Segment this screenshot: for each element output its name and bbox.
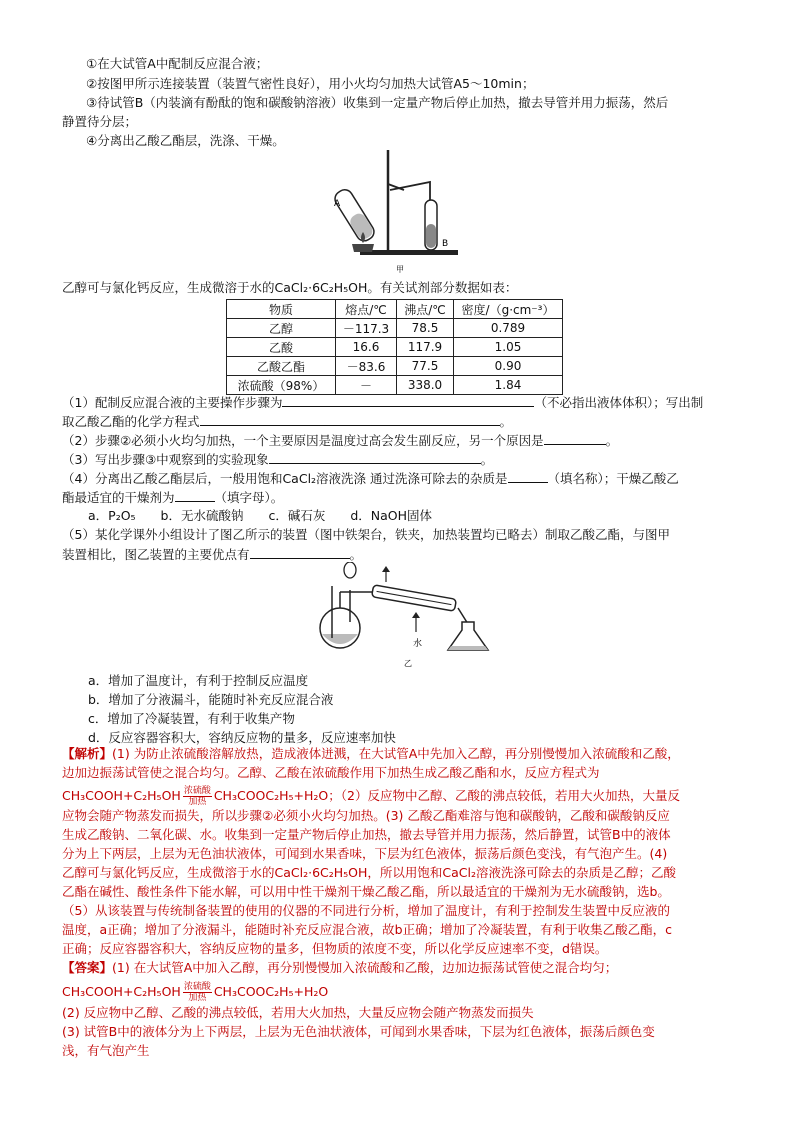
answer-cond-bottom: 加热 [188,993,207,1003]
question-2 [62,431,618,450]
step-4: ④分离出乙酸乙酯层，洗涤、干燥。 [86,133,285,148]
label-b: B [442,239,449,249]
question-1-line-1 [62,393,703,412]
cell: 338.0 [397,376,454,395]
q2-answer-blank [544,431,606,445]
label-a: A [334,199,341,209]
water-label: 水 [413,639,423,649]
alcohol-lamp [352,244,374,252]
step-1: ①在大试管A中配制反应混合液； [86,56,269,71]
q2-text-b: 。 [605,433,619,448]
cell: 乙酸 [227,338,336,357]
analysis-eq-left: CH₃COOH+C₂H₅OH [62,788,181,803]
analysis-line-8: 乙酯在碱性、酸性条件下能水解，可以用中性干燥剂干燥乙酸乙酯，所以最适宜的干燥剂为无水硫酸钠，选b。 [62,884,670,899]
analysis-tag: 【解析】 [62,746,113,761]
answer-line-3: (2) 反应物中乙醇、乙酸的沸点较低，若用大火加热，大量反应物会随产物蒸发而损失 [62,1005,534,1020]
cell: 1.05 [454,338,563,357]
q2-text-a: （2）步骤②必须小火均匀加热，一个主要原因是温度过高会发生副反应，另一个原因是 [62,433,544,448]
answer-reaction-condition [183,982,212,1003]
q4-answer-blank-1 [508,469,548,483]
table-header-row [227,300,563,319]
q4-text-a: （4）分离出乙酸乙酯层后，一般用饱和CaCl₂溶液洗涤 通过洗涤可除去的杂质是 [62,471,508,486]
cell: 浓硫酸（98%） [227,376,336,395]
question-1-line-2 [62,412,512,431]
answer-line-1 [62,959,617,977]
q4-text-c: 酯最适宜的干燥剂为 [62,490,175,505]
apparatus-figure-1 [330,148,470,276]
cell: 0.789 [454,319,563,338]
separatory-funnel [344,562,356,578]
table-row [227,357,563,376]
cell: 0.90 [454,357,563,376]
analysis-text-1: (1) 为防止浓硫酸溶解放热，造成液体迸溅，在大试管A中先加入乙醇，再分别慢慢加入浓硫酸和乙酸， [112,746,680,761]
cell: 1.84 [454,376,563,395]
step-3-cont: 静置待分层； [62,114,138,129]
th-boiling: 沸点/℃ [397,300,454,319]
answer-cond-top: 浓硫酸 [183,982,211,992]
reagent-table [226,299,563,395]
q3-text-a: （3）写出步骤③中观察到的实验现象 [62,452,269,467]
cell: － [336,376,397,395]
figure-2-caption: 乙 [404,659,412,668]
stand-base [360,250,458,255]
analysis-cond-bottom: 加热 [188,797,207,807]
analysis-cond-top: 浓硫酸 [183,786,211,796]
q4-answer-blank-2 [175,488,215,502]
condenser [372,585,457,611]
analysis-equation-line [62,786,680,807]
analysis-line-4: 应物会随产物蒸发而损失，所以步骤②必须小火均匀加热。(3) 乙酸乙酯难溶与饱和碳酸钠，乙酸和碳酸钠反应 [62,808,670,823]
analysis-line-11: 正确；反应容器容积大，容纳反应物的量多，但物质的浓度不变，所以化学反应速率不变，d错误。 [62,941,608,956]
q5-text-b: 装置相比，图乙装置的主要优点有 [62,547,250,562]
q1-text-a: （1）配制反应混合液的主要操作步骤为 [62,395,283,410]
analysis-line-5: 生成乙酸钠、二氧化碳、水。收集到一定量产物后停止加热，撤去导管并用力振荡，然后静置，试管B中的液体 [62,827,671,842]
question-3 [62,450,493,469]
answer-equation-line [62,982,328,1003]
figure-1-caption: 甲 [396,265,404,274]
cell: 16.6 [336,338,397,357]
q4-text-d: （填字母）。 [214,490,284,505]
table-row [227,376,563,395]
q3-text-b: 。 [480,452,494,467]
cell: 117.9 [397,338,454,357]
cell: －117.3 [336,319,397,338]
q1-answer-blank-1 [282,393,534,407]
q5-answer-blank [250,545,350,559]
th-melting: 熔点/℃ [336,300,397,319]
analysis-eq-right: CH₃COOC₂H₅+H₂O；（2）反应物中乙醇、乙酸的沸点较低，若用大火加热，大量反 [213,788,680,803]
cell: 乙酸乙酯 [227,357,336,376]
th-substance: 物质 [227,300,336,319]
analysis-line-7: 乙醇可与氯化钙反应，生成微溶于水的CaCl₂·6C₂H₅OH，所以用饱和CaCl₂溶液洗涤可除去的杂质是乙醇；乙酸 [62,865,677,880]
cell: 77.5 [397,357,454,376]
step-3: ③待试管B（内装滴有酚酞的饱和碳酸钠溶液）收集到一定量产物后停止加热，撤去导管并用力振荡，然后 [86,95,669,110]
erlenmeyer-flask [448,622,488,650]
answer-eq-left: CH₃COOH+C₂H₅OH [62,984,181,999]
question-4-line-1 [62,469,679,488]
answer-text-1: (1) 在大试管A中加入乙醇，再分别慢慢加入浓硫酸和乙酸，边加边振荡试管使之混合均匀； [112,960,618,975]
cell: 乙醇 [227,319,336,338]
q5-option-b: b．增加了分液漏斗，能随时补充反应混合液 [88,692,334,707]
answer-eq-right: CH₃COOC₂H₅+H₂O [213,984,329,999]
q3-answer-blank [269,450,481,464]
analysis-reaction-condition [183,786,212,807]
cell: －83.6 [336,357,397,376]
analysis-line-6: 分为上下两层，上层为无色油状液体，可闻到水果香味，下层为红色液体，振荡后颜色变浅，有气泡产生。(4) [62,846,668,861]
analysis-line-10: 温度，a正确；增加了分液漏斗，能随时补充反应混合液，故b正确；增加了冷凝装置，有利于收集乙酸乙酯，c [62,922,672,937]
q1-text-c: 取乙酸乙酯的化学方程式 [62,414,200,429]
question-4-line-2 [62,488,283,507]
answer-line-4: (3) 试管B中的液体分为上下两层，上层为无色油状液体，可闻到水果香味，下层为红色液体，振荡后颜色变 [62,1024,655,1039]
q1-text-b: （不必指出液体体积）；写出制 [534,395,704,410]
q5-text-c: 。 [349,547,363,562]
analysis-line-2: 边加边振荡试管使之混合均匀。乙醇、乙酸在浓硫酸作用下加热生成乙酸乙酯和水，反应方程式为 [62,765,600,780]
apparatus-figure-2 [310,562,500,672]
q1-answer-blank-2 [200,412,500,426]
analysis-line-9: （5）从该装置与传统制备装置的使用的仪器的不同进行分析，增加了温度计，有利于控制发生装置中反应液的 [62,903,670,918]
analysis-line-1 [62,745,680,763]
q1-text-d: 。 [499,414,513,429]
step-2: ②按图甲所示连接装置（装置气密性良好），用小火均匀加热大试管A5～10min； [86,76,535,91]
q5-option-c: c．增加了冷凝装置，有利于收集产物 [88,711,295,726]
test-tube-a [332,187,377,244]
q4-text-b: （填名称）；干燥乙酸乙 [547,471,679,486]
cell: 78.5 [397,319,454,338]
q5-option-d: d．反应容器容积大，容纳反应物的量多，反应速率加快 [88,730,396,745]
table-row [227,319,563,338]
intro-text: 乙醇可与氯化钙反应，生成微溶于水的CaCl₂·6C₂H₅OH。有关试剂部分数据如表： [62,280,518,295]
delivery-tube [390,182,430,224]
q4-options: a．P₂O₅ b．无水硫酸钠 c．碱石灰 d．NaOH固体 [88,508,433,523]
th-density: 密度/（g·cm⁻³） [454,300,563,319]
answer-line-5: 浅，有气泡产生 [62,1043,150,1058]
table-row [227,338,563,357]
answer-tag: 【答案】 [62,960,113,975]
question-5-line-1: （5）某化学课外小组设计了图乙所示的装置（图中铁架台，铁夹，加热装置均已略去）制取乙酸乙酯，与图甲 [62,527,670,542]
q5-option-a: a．增加了温度计，有利于控制反应温度 [88,673,309,688]
